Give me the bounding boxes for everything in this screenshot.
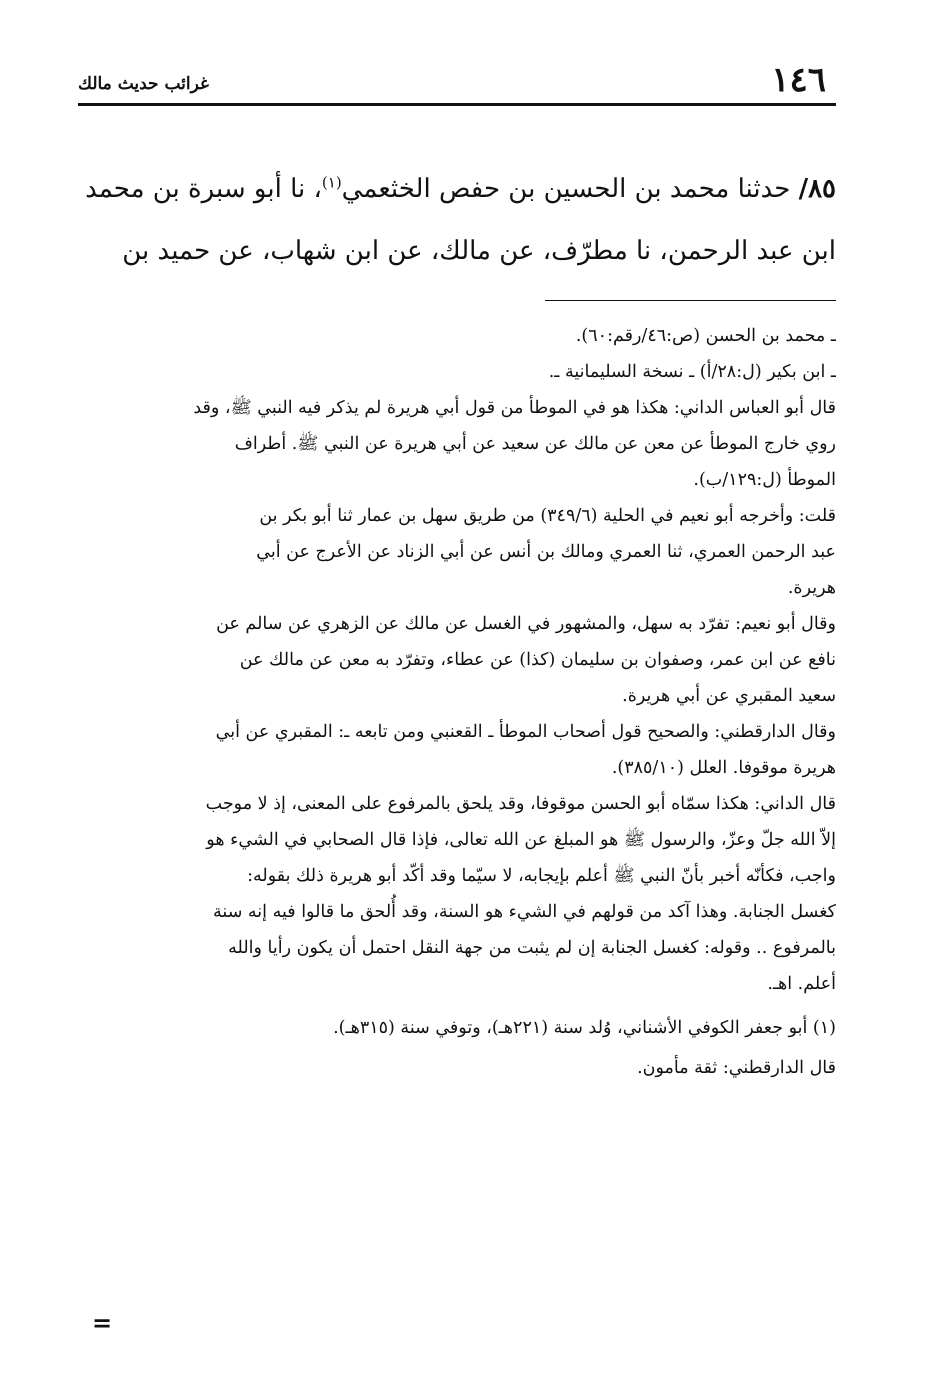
page-number: ١٤٦ [771,60,826,100]
hadith-line-1 [78,158,836,220]
hadith-number: ٨٥/ [798,174,836,204]
header-rule [78,103,836,106]
note-line: واجب، فكأنّه أخبر بأنّ النبي ﷺ أعلم بإيجابه، لا سيّما وقد أكّد أبو هريرة ذلك بقوله: [247,866,836,886]
note-line: بالمرفوع .. وقوله: كغسل الجنابة إن لم يثبت من جهة النقل احتمل أن يكون رأيا والله [228,938,836,958]
note-line: كغسل الجنابة. وهذا آكد من قولهم في الشيء هو السنة، وقد أُلحق ما قالوا فيه إنه سنة [213,902,836,922]
note-line: روي خارج الموطأ عن معن عن مالك عن سعيد عن أبي هريرة عن النبي ﷺ. أطراف [234,434,836,454]
note-line: قال أبو العباس الداني: هكذا هو في الموطأ من قول أبي هريرة لم يذكر فيه النبي ﷺ، وقد [193,398,836,418]
note-line: إلاّ الله جلّ وعزّ، والرسول ﷺ هو المبلغ عن الله تعالى، فإذا قال الصحابي في الشيء هو [206,830,836,850]
notes-separator [545,300,836,301]
note-line: ـ ابن بكير (ل:٢٨/أ) ـ نسخة السليمانية ـ. [548,362,836,382]
note-line: وقال أبو نعيم: تفرّد به سهل، والمشهور في الغسل عن مالك عن الزهري عن سالم عن [216,614,836,634]
hadith-text [78,158,836,282]
continuation-mark: = [92,1308,113,1337]
hadith-chain-continue: ، نا أبو سبرة بن محمد [85,174,322,204]
note-line: سعيد المقبري عن أبي هريرة. [622,686,836,706]
note-line: الموطأ (ل:١٢٩/ب). [693,470,836,490]
footnote-line: قال الدارقطني: ثقة مأمون. [637,1058,836,1078]
running-title: غرائب حديث مالك [78,74,209,94]
note-line: نافع عن ابن عمر، وصفوان بن سليمان (كذا) عن عطاء، وتفرّد به معن عن مالك عن [239,650,836,670]
note-line: أعلم. اهـ. [767,974,836,994]
note-line: ـ محمد بن الحسن (ص:٤٦/رقم:٦٠). [575,326,836,346]
footnote-line: (١) أبو جعفر الكوفي الأشناني، وُلد سنة (٢٢١هـ)، وتوفي سنة (٣١٥هـ). [333,1018,836,1038]
notes-block [78,318,836,1088]
footnote-marker: (١) [321,173,342,192]
note-line: هريرة. [787,578,836,598]
hadith-line-2: ابن عبد الرحمن، نا مطرّف، عن مالك، عن ابن شهاب، عن حميد بن [122,236,836,266]
note-line: قلت: وأخرجه أبو نعيم في الحلية (٣٤٩/٦) من طريق سهل بن عمار ثنا أبو بكر بن [259,506,836,526]
note-line: عبد الرحمن العمري، ثنا العمري ومالك بن أنس عن أبي الزناد عن الأعرج عن أبي [256,542,836,562]
hadith-chain-start: حدثنا محمد بن الحسين بن حفص الخثعمي [341,174,791,204]
note-line: وقال الدارقطني: والصحيح قول أصحاب الموطأ ـ القعنبي ومن تابعه ـ: المقبري عن أبي [215,722,836,742]
page-header [78,60,836,104]
note-line: قال الداني: هكذا سمّاه أبو الحسن موقوفا، وقد يلحق بالمرفوع على المعنى، إذ لا موجب [205,794,836,814]
note-line: هريرة موقوفا. العلل (٣٨٥/١٠). [611,758,836,778]
